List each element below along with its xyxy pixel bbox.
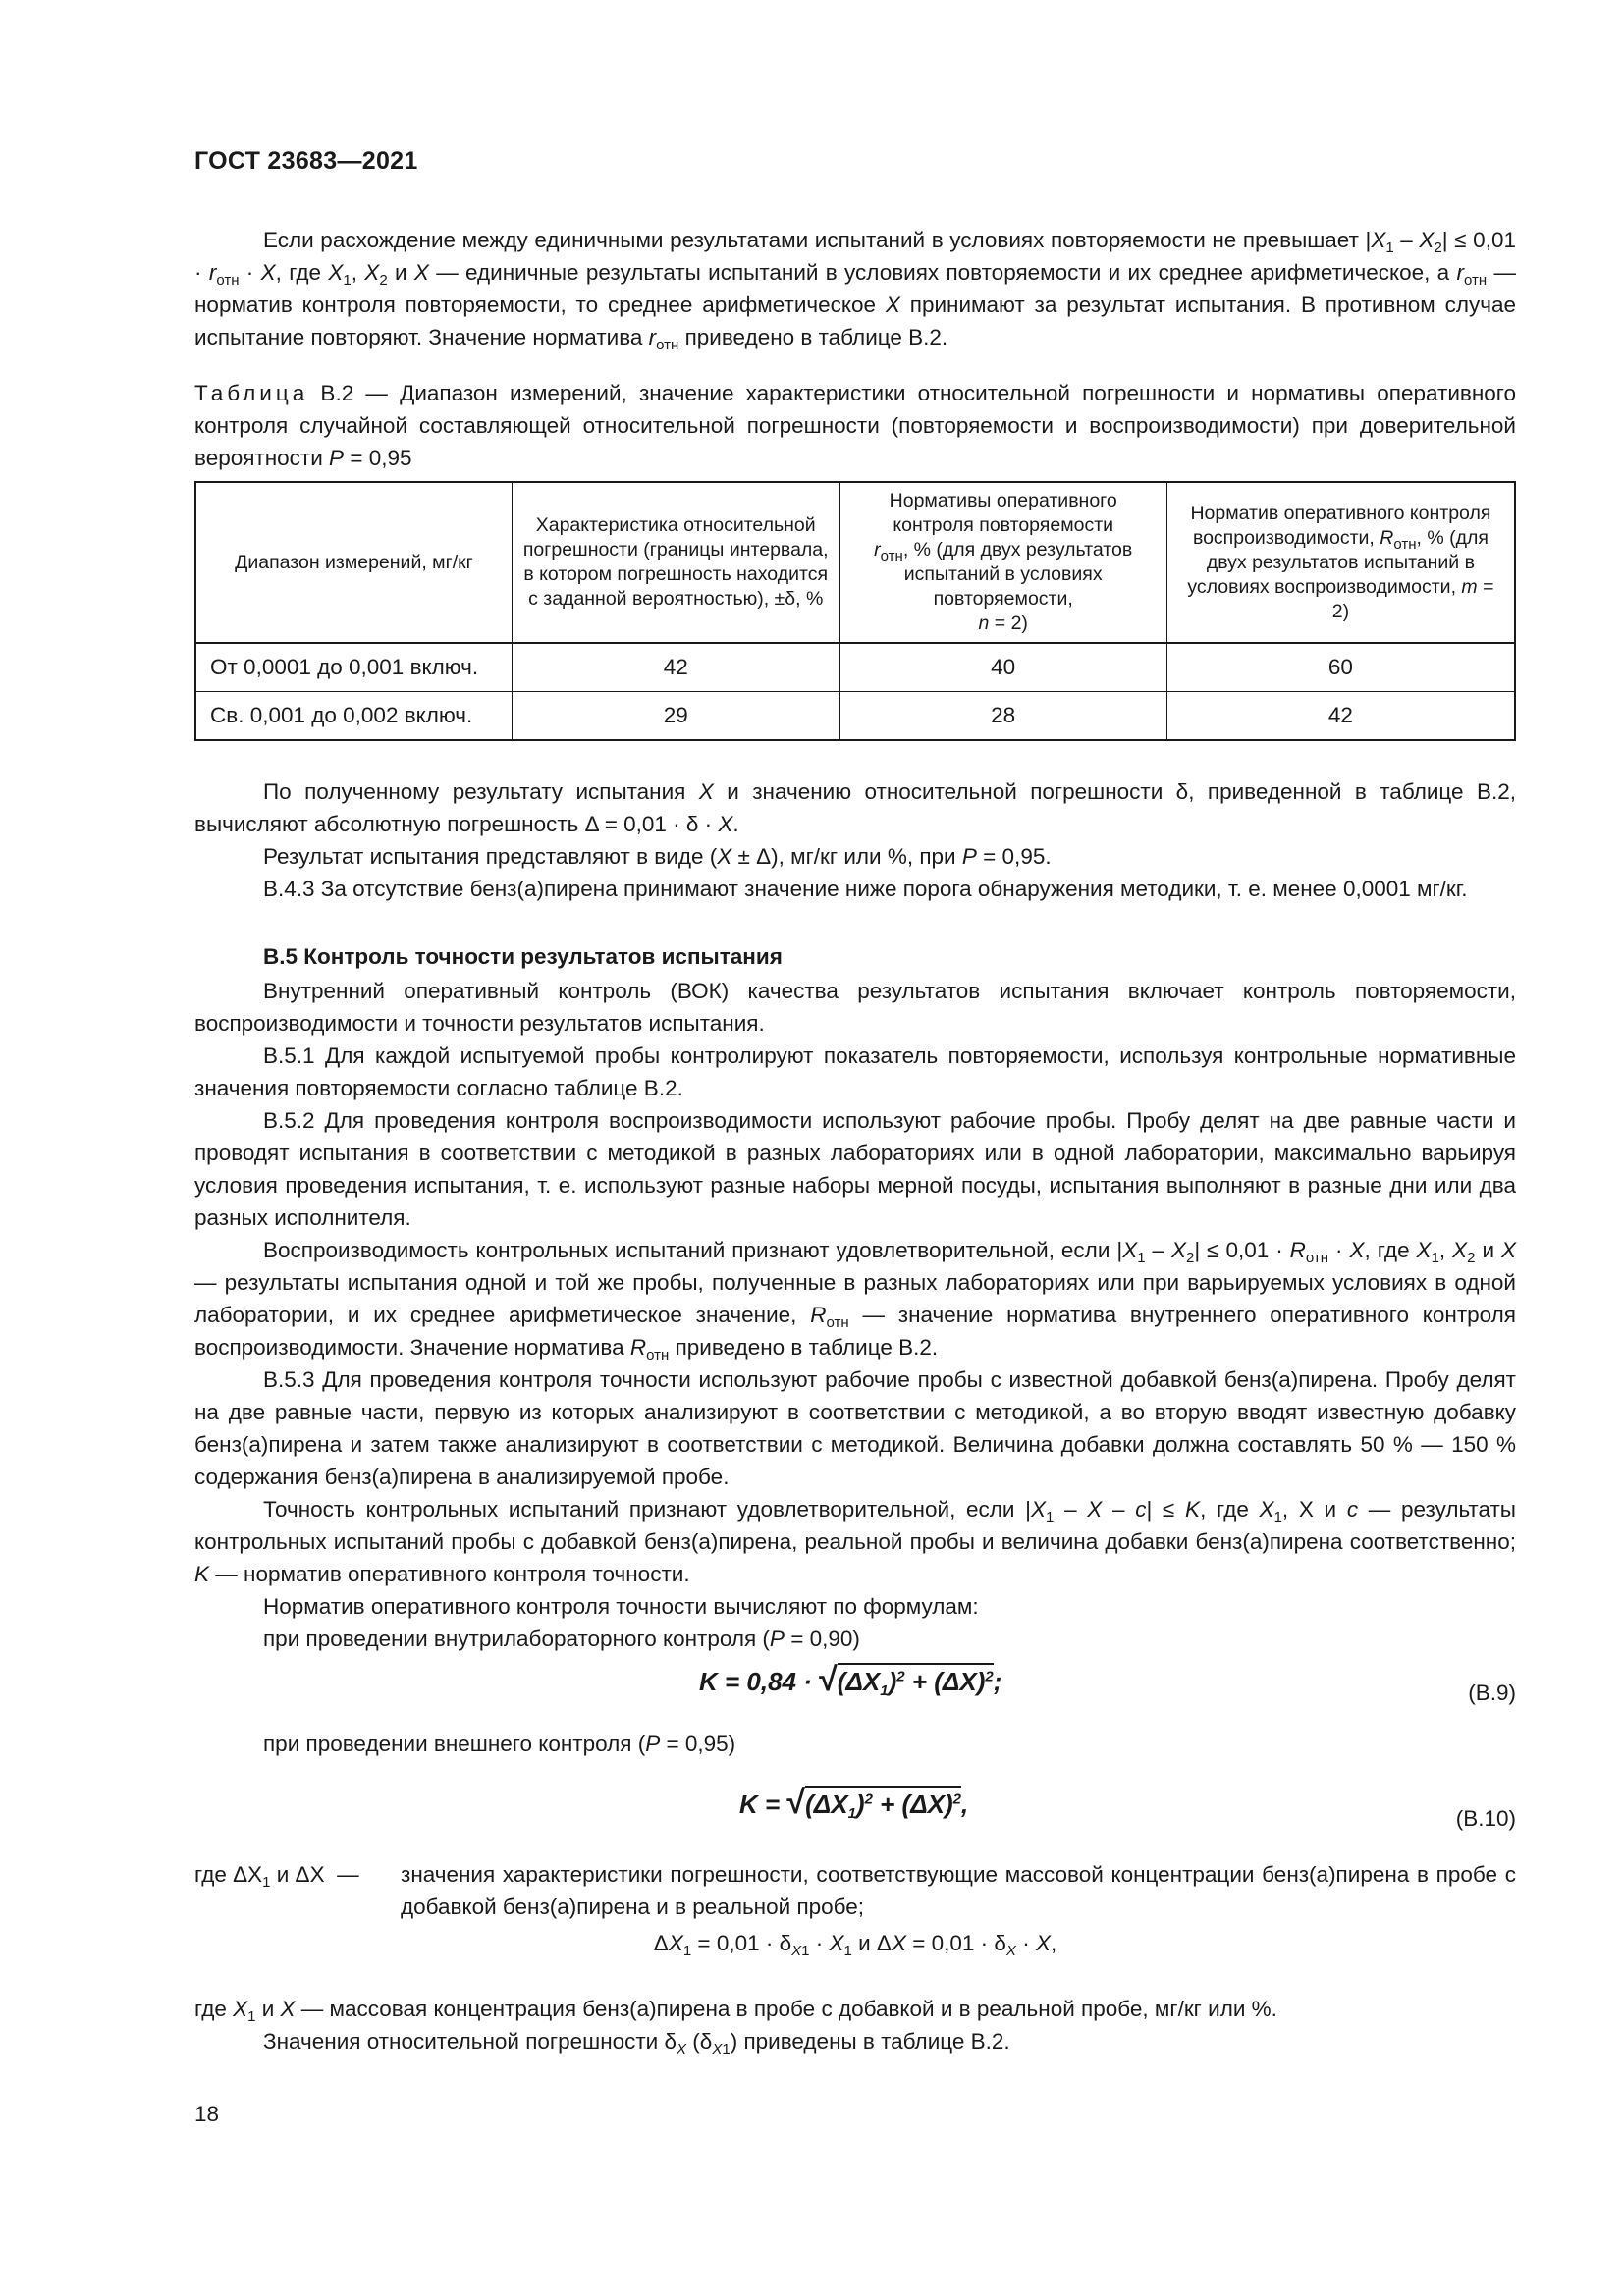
where-block xyxy=(194,1858,1516,1923)
intro-paragraph: Если расхождение между единичными результатами испытаний в условиях повторяемости не превышает $|X_1 - X_2| \le 0,01 \cdot r_{отн} \cdot X$, где $X_1$, $X_2$ и X — единичные результаты испытаний в условиях повторяемости и их среднее арифметическое, а $r_{отн}$ — норматив контроля повторяемости, то среднее арифметическое X принимают за результат испытания. В противном случае испытание повторяют. Значение норматива $r_{отн}$ приведено в таблице В.2. xyxy=(194,228,1516,353)
section-heading: В.5 Контроль точности результатов испытания xyxy=(263,944,783,969)
cell-delta: 29 xyxy=(512,692,839,741)
internal-control-label: при проведении внутрилабораторного контроля (P = 0,90) xyxy=(263,1627,860,1651)
where-definition xyxy=(194,1858,1516,1923)
header-range: Диапазон измерений, мг/кг xyxy=(195,482,512,643)
equation-number-b9: (В.9) xyxy=(1468,1681,1516,1705)
reproducibility-paragraph: Воспроизводимость контрольных испытаний признают удовлетворительной, если $|X_1 - X_2| \le 0,01 \cdot R_{отн} \cdot X$, где $X_1$, $X_2$ и X — результаты испытания одной и той же пробы, полученные в разных лабораториях или при варьируемых условиях в одной лаборатории, и их среднее арифметическое значение, $R_{отн}$ — значение норматива внутреннего оперативного контроля воспроизводимости. Значение норматива $R_{отн}$ приведено в таблице В.2. xyxy=(194,1238,1516,1363)
cell-r: 28 xyxy=(839,692,1166,741)
cell-range: Св. 0,001 до 0,002 включ. xyxy=(195,692,512,741)
clause-b43: В.4.3 За отсутствие бенз(а)пирена принимают значение ниже порога обнаружения методики, т. е. менее 0,0001 мг/кг. xyxy=(263,877,1468,901)
relative-error-note: Значения относительной погрешности $\delta_X$ $(\delta_{X1})$ приведены в таблице В.2. xyxy=(263,2029,1010,2057)
cell-delta: 42 xyxy=(512,643,839,692)
header-delta: Характеристика относительной погрешности (границы интервала, в котором погрешность находится с заданной вероятностью), ±δ, % xyxy=(512,482,839,643)
section-p1: Внутренний оперативный контроль (ВОК) качества результатов испытания включает контроль повторяемости, воспроизводимости и точности результатов испытания. xyxy=(194,979,1516,1036)
page-number: 18 xyxy=(194,2102,220,2126)
accuracy-paragraph: Точность контрольных испытаний признают удовлетворительной, если $|X_1 - X - c| \le K$, где $X_1$, X и c — результаты контрольных испытаний пробы с добавкой бенз(а)пирена, реальной пробы и величина добавки бенз(а)пирена соответственно; K — норматив оперативного контроля точности. xyxy=(194,1497,1516,1586)
result-format-paragraph: Результат испытания представляют в виде (X ± Δ), мг/кг или %, при P = 0,95. xyxy=(263,844,1052,869)
where-x-block xyxy=(194,1993,1516,2057)
external-control-label: при проведении внешнего контроля (P = 0,95) xyxy=(263,1732,736,1756)
document-header: ГОСТ 23683—2021 xyxy=(194,147,418,175)
table-caption: Таблица В.2 — Диапазон измерений, значение характеристики относительной погрешности и нормативы оперативного контроля случайной составляющей относительной погрешности (повторяемости и воспроизводимости) при доверительной вероятности P = 0,95 xyxy=(194,381,1516,470)
formula-intro: Норматив оперативного контроля точности вычисляют по формулам: xyxy=(263,1594,979,1619)
abs-error-paragraph: По полученному результату испытания X и значению относительной погрешности δ, приведенной в таблице В.2, вычисляют абсолютную погрешность Δ = 0,01 · δ · X. xyxy=(194,779,1516,836)
clause-b52: В.5.2 Для проведения контроля воспроизводимости используют рабочие пробы. Пробу делят на две равные части и проводят испытания в соответствии с методикой в разных лабораториях или в одной лаборатории, максимально варьируя условия проведения испытания, т. е. используют разные наборы мерной посуды, испытания выполняют в разные дни или два разных исполнителя. xyxy=(194,1108,1516,1230)
cell-R: 42 xyxy=(1166,692,1515,741)
header-reproducibility: Норматив оперативного контроля воспроизводимости, $R_{отн}$, % (для двух результатов испытаний в условиях воспроизводимости, m = 2) xyxy=(1166,482,1515,643)
table-header-row xyxy=(195,482,1515,643)
after-table-text xyxy=(194,775,1516,905)
header-repeatability: Нормативы оперативного контроля повторяемости $r_{отн}$, % (для двух результатов испытаний в условиях повторяемости, n = 2) xyxy=(839,482,1166,643)
cell-R: 60 xyxy=(1166,643,1515,692)
where-symbols: где $\Delta X_1$ и ΔX — xyxy=(194,1862,359,1891)
section-b5 xyxy=(194,940,1516,1655)
where-x: где $X_1$ и X — массовая концентрация бенз(а)пирена в пробе с добавкой и в реальной пробе, мг/кг или %. xyxy=(194,1997,1277,2025)
data-table xyxy=(194,481,1516,741)
table-row xyxy=(195,643,1515,692)
formula-b9: $K = 0,84 \cdot √(\Delta X_1)^2 + (\Delta X)^2$; xyxy=(699,1661,1002,1699)
cell-range: От 0,0001 до 0,001 включ. xyxy=(195,643,512,692)
delta-formula: $\Delta X_1 = 0,01 \cdot \delta_{X1} \cdot X_1$ и $\Delta X = 0,01 \cdot \delta_X \cdot X$, xyxy=(653,1931,1057,1959)
equation-number-b10: (В.10) xyxy=(1455,1806,1516,1831)
clause-b53: В.5.3 Для проведения контроля точности используют рабочие пробы с известной добавкой бенз(а)пирена. Пробу делят на две равные части, первую из которых анализируют в соответствии с методикой, а во вторую вводят известную добавку бенз(а)пирена и затем также анализируют в соответствии с методикой. Величина добавки должна составлять 50 % — 150 % содержания бенз(а)пирена в анализируемой пробе. xyxy=(194,1367,1516,1489)
clause-b51: В.5.1 Для каждой испытуемой пробы контролируют показатель повторяемости, используя контрольные нормативные значения повторяемости согласно таблице В.2. xyxy=(194,1043,1516,1100)
where-text: значения характеристики погрешности, соответствующие массовой концентрации бенз(а)пирена в пробе с добавкой бенз(а)пирена и в реальной пробе; xyxy=(401,1862,1516,1919)
table-row xyxy=(195,692,1515,741)
formula-b10: $K = √(\Delta X_1)^2 + (\Delta X)^2$, xyxy=(739,1784,969,1822)
cell-r: 40 xyxy=(839,643,1166,692)
